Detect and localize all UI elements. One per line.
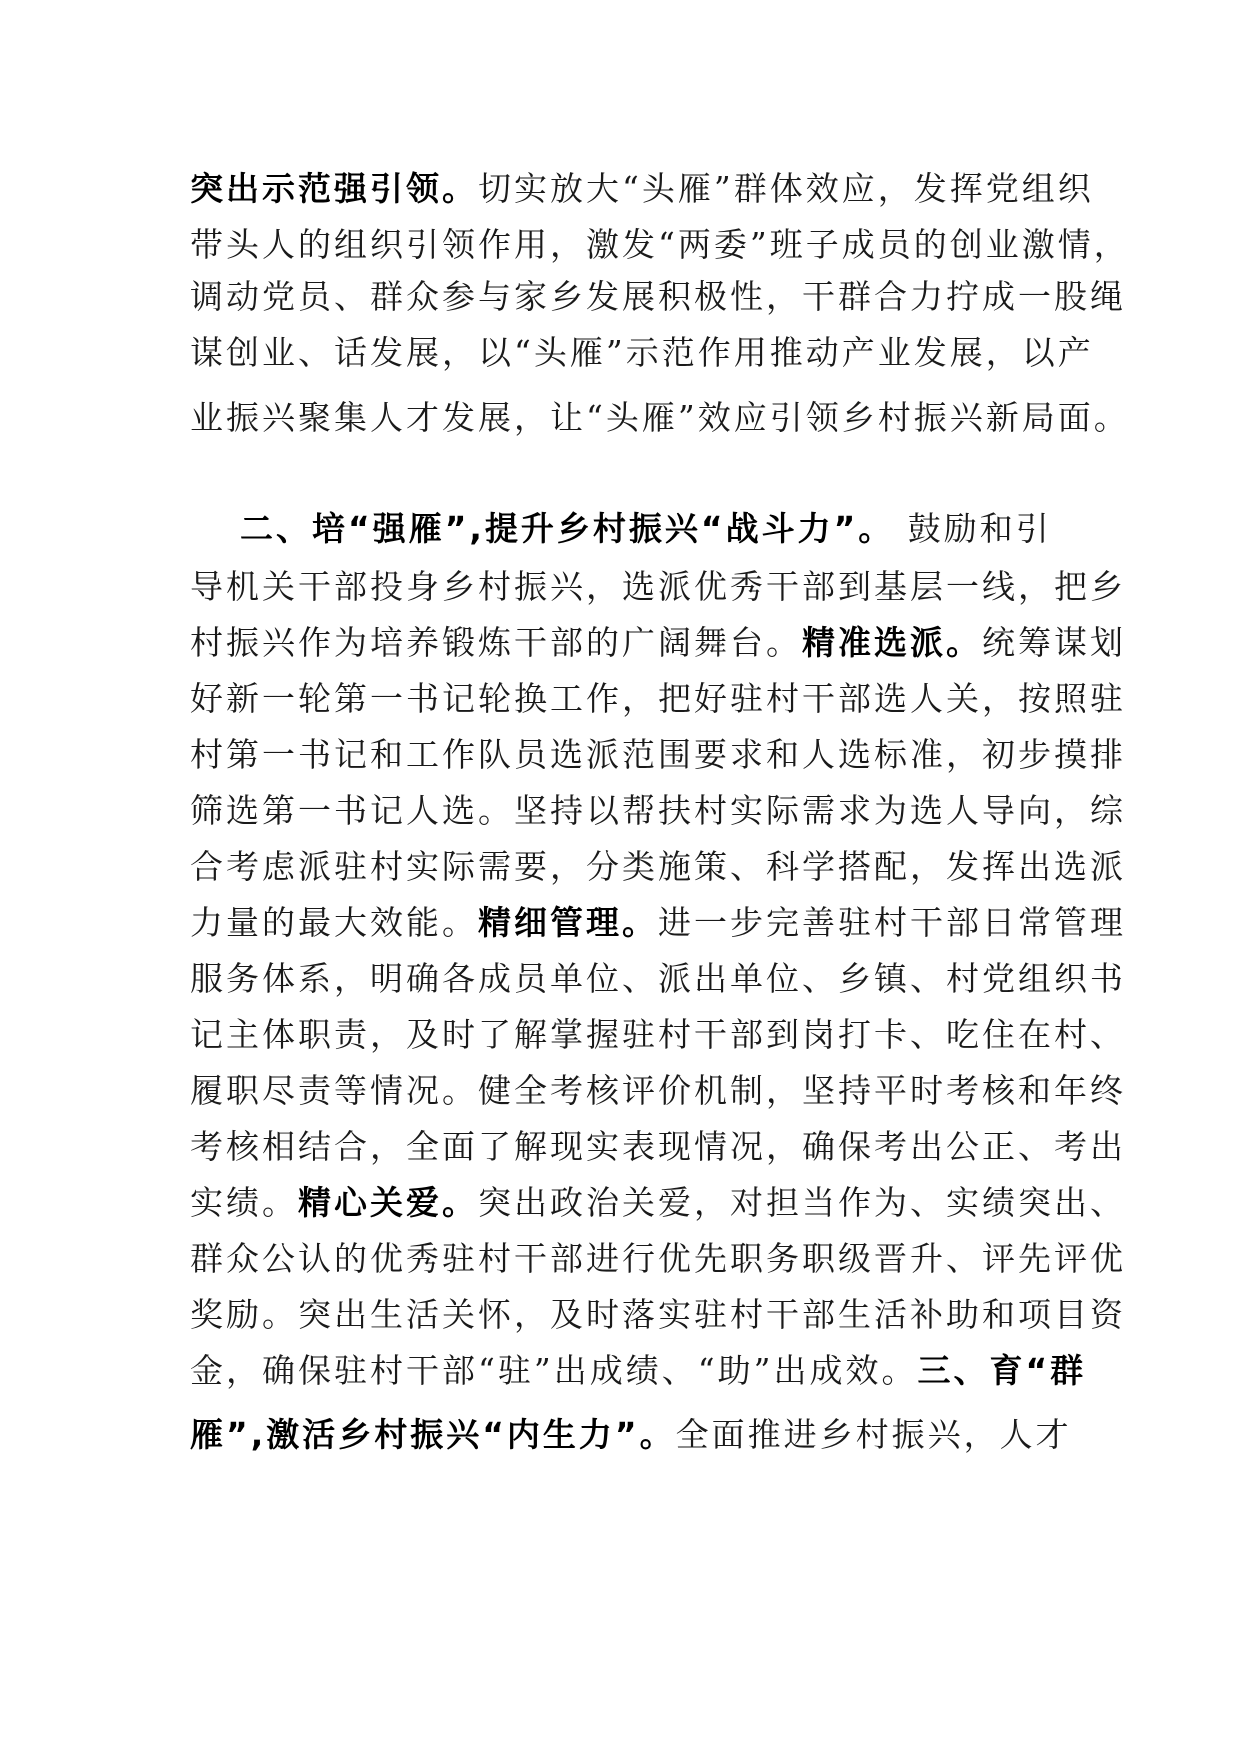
paragraph-line (190, 785, 1126, 837)
paragraph-line (190, 1177, 1126, 1229)
line-text: 进一步完善驻村干部日常管理 (658, 903, 1126, 942)
line-text: 鼓励和引 (894, 509, 1052, 548)
paragraph-line (190, 1289, 1126, 1341)
paragraph-line (190, 841, 1126, 893)
bold-heading: 精细管理。 (478, 903, 658, 942)
paragraph-line (190, 673, 1126, 725)
line-text: 带头人的组织引领作用，激发“两委”班子成员的创业激情， (190, 225, 1130, 264)
paragraph-line (190, 729, 1126, 781)
paragraph-line (190, 1409, 1072, 1461)
paragraph-line (190, 163, 1094, 215)
line-text: 记主体职责，及时了解掌握驻村干部到岗打卡、吃住在村、 (190, 1015, 1126, 1054)
line-text: 筛选第一书记人选。坚持以帮扶村实际需求为选人导向，综 (190, 791, 1126, 830)
line-text: 履职尽责等情况。健全考核评价机制，坚持平时考核和年终 (190, 1071, 1126, 1110)
paragraph-line (190, 392, 1130, 444)
line-text: 突出政治关爱，对担当作为、实绩突出、 (478, 1183, 1126, 1222)
bold-heading: 精心关爱。 (298, 1183, 478, 1222)
section-heading: 二、培“强雁”,提升乡村振兴“战斗力”。 (240, 509, 895, 548)
paragraph-line (190, 219, 1130, 271)
line-text: 奖励。突出生活关怀，及时落实驻村干部生活补助和项目资 (190, 1295, 1126, 1334)
paragraph-line (190, 561, 1126, 613)
line-text: 力量的最大效能。 (190, 903, 478, 942)
line-text: 导机关干部投身乡村振兴，选派优秀干部到基层一线，把乡 (190, 567, 1126, 606)
line-text: 切实放大“头雁”群体效应，发挥党组织 (478, 169, 1094, 208)
line-text: 金，确保驻村干部“驻”出成绩、“助”出成效。 (190, 1351, 918, 1390)
line-text: 全面推进乡村振兴，人才 (675, 1415, 1072, 1454)
paragraph-line (190, 1345, 1086, 1397)
paragraph-line (190, 271, 1126, 323)
paragraph-line (190, 617, 1126, 669)
bold-heading: 突出示范强引领。 (190, 169, 478, 208)
paragraph-line (190, 953, 1126, 1005)
paragraph-line (190, 897, 1126, 949)
paragraph-line (190, 1065, 1126, 1117)
line-text: 实绩。 (190, 1183, 298, 1222)
paragraph-line (190, 1009, 1126, 1061)
line-text: 村振兴作为培养锻炼干部的广阔舞台。 (190, 623, 802, 662)
paragraph-line (190, 327, 1094, 379)
line-text: 调动党员、群众参与家乡发展积极性，干群合力拧成一股绳 (190, 277, 1126, 316)
bold-heading: 精准选派。 (802, 623, 982, 662)
paragraph-line (190, 1121, 1126, 1173)
paragraph-line (190, 1233, 1126, 1285)
line-text: 服务体系，明确各成员单位、派出单位、乡镇、村党组织书 (190, 959, 1126, 998)
line-text: 群众公认的优秀驻村干部进行优先职务职级晋升、评先评优 (190, 1239, 1126, 1278)
line-text: 合考虑派驻村实际需要，分类施策、科学搭配，发挥出选派 (190, 847, 1126, 886)
section-heading-line (240, 503, 1052, 555)
line-text: 统筹谋划 (982, 623, 1126, 662)
line-text: 好新一轮第一书记轮换工作，把好驻村干部选人关，按照驻 (190, 679, 1126, 718)
line-text: 谋创业、话发展，以“头雁”示范作用推动产业发展，以产 (190, 333, 1094, 372)
line-text: 考核相结合，全面了解现实表现情况，确保考出公正、考出 (190, 1127, 1126, 1166)
line-text: 业振兴聚集人才发展，让“头雁”效应引领乡村振兴新局面。 (190, 398, 1130, 437)
section-heading: 雁”,激活乡村振兴“内生力”。 (190, 1415, 676, 1454)
line-text: 村第一书记和工作队员选派范围要求和人选标准，初步摸排 (190, 735, 1126, 774)
section-heading: 三、育“群 (917, 1351, 1087, 1390)
